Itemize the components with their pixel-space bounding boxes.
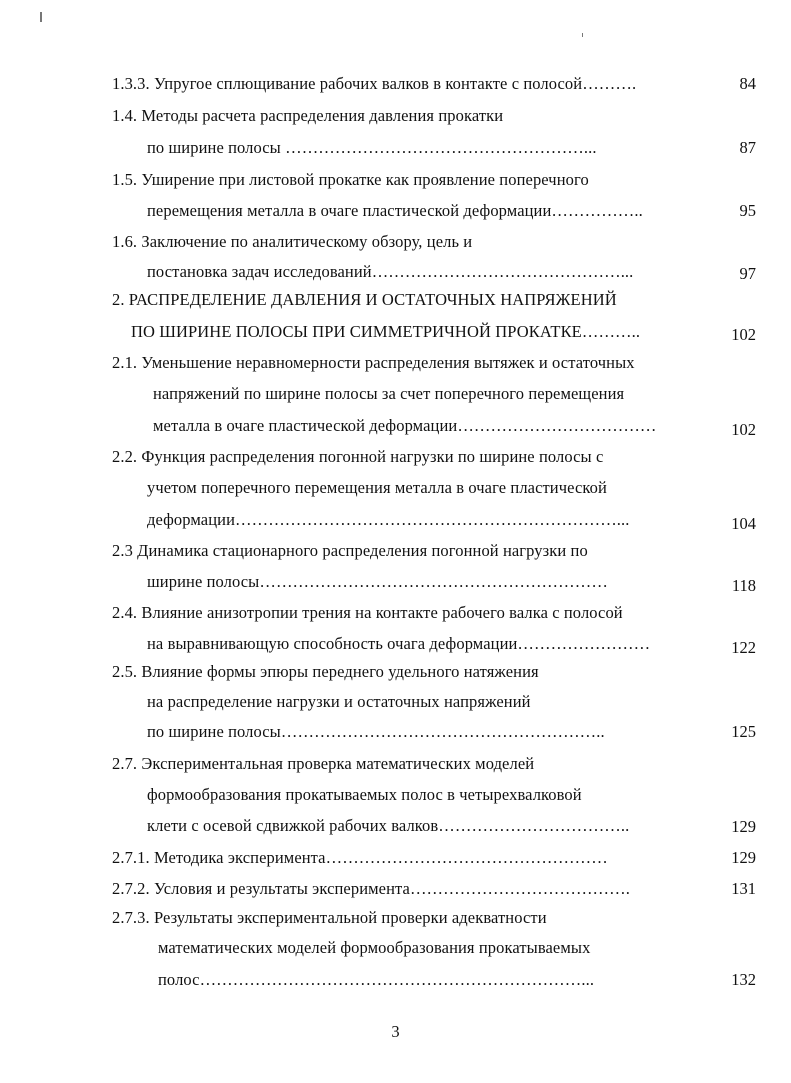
toc-entry-1-5-line1: 1.5. Уширение при листовой прокатке как проявление поперечного: [112, 170, 589, 189]
toc-entry-2-7-3-line3: полос……………………………………………………………...: [158, 970, 595, 989]
toc-page-1-3-3: 84: [739, 74, 756, 93]
scan-speck: [40, 12, 42, 22]
toc-entry-1-4-line2: по ширине полосы ………………………………………………...: [147, 138, 597, 157]
toc-entry-2-7-3-line1: 2.7.3. Результаты экспериментальной проверки адекватности: [112, 908, 547, 927]
toc-entry-2-2-line3: деформации……………………………………………………………...: [147, 510, 630, 529]
toc-entry-1-4-line1: 1.4. Методы расчета распределения давления прокатки: [112, 106, 504, 125]
toc-page-1-6: 97: [739, 264, 756, 283]
toc-entry-2-2-line1: 2.2. Функция распределения погонной нагрузки по ширине полосы с: [112, 447, 604, 466]
toc-entry-2-7-1: 2.7.1. Методика эксперимента……………………………………………: [112, 848, 608, 867]
page-number: 3: [391, 1022, 400, 1041]
toc-page-1-4: 87: [739, 138, 756, 157]
toc-entry-2-3-line2: ширине полосы………………………………………………………: [147, 572, 608, 591]
toc-entry-2-line2: ПО ШИРИНЕ ПОЛОСЫ ПРИ СИММЕТРИЧНОЙ ПРОКАТКЕ………..: [131, 322, 641, 341]
toc-entry-2-7-3-line2: математических моделей формообразования прокатываемых: [158, 938, 591, 957]
toc-page-1-5: 95: [739, 201, 756, 220]
toc-page-2-7: 129: [731, 817, 756, 836]
toc-entry-2-7-line1: 2.7. Экспериментальная проверка математических моделей: [112, 754, 535, 773]
toc-entry-2-5-line2: на распределение нагрузки и остаточных напряжений: [147, 692, 531, 711]
toc-entry-2-4-line2: на выравнивающую способность очага деформации……………………: [147, 634, 651, 653]
toc-page-2-7-3: 132: [731, 970, 756, 989]
toc-entry-1-6-line1: 1.6. Заключение по аналитическому обзору, цель и: [112, 232, 473, 251]
toc-page-2-4: 122: [731, 638, 756, 657]
toc-entry-2-5-line1: 2.5. Влияние формы эпюры переднего удельного натяжения: [112, 662, 539, 681]
toc-page-2-5: 125: [731, 722, 756, 741]
toc-page-2-1: 102: [731, 420, 756, 439]
toc-page-2: 102: [731, 325, 756, 344]
toc-entry-2-1-line1: 2.1. Уменьшение неравномерности распределения вытяжек и остаточных: [112, 353, 635, 372]
toc-entry-2-4-line1: 2.4. Влияние анизотропии трения на контакте рабочего валка с полосой: [112, 603, 623, 622]
toc-page-2-7-2: 131: [731, 879, 756, 898]
toc-entry-2-5-line3: по ширине полосы…………………………………………………..: [147, 722, 605, 741]
toc-entry-2-7-line3: клети с осевой сдвижкой рабочих валков……………………………..: [147, 816, 630, 835]
toc-page-2-2: 104: [731, 514, 756, 533]
toc-entry-2-2-line2: учетом поперечного перемещения металла в очаге пластической: [147, 478, 607, 497]
toc-page-2-3: 118: [731, 576, 756, 595]
toc-entry-2-1-line3: металла в очаге пластической деформации………………………………: [153, 416, 657, 435]
toc-entry-2-line1: 2. РАСПРЕДЕЛЕНИЕ ДАВЛЕНИЯ И ОСТАТОЧНЫХ НАПРЯЖЕНИЙ: [112, 290, 617, 309]
toc-entry-1-3-3: 1.3.3. Упругое сплющивание рабочих валков в контакте с полосой……….: [112, 74, 637, 93]
scan-speck: [582, 33, 583, 37]
toc-entry-2-7-2: 2.7.2. Условия и результаты эксперимента………………………………….: [112, 879, 630, 898]
toc-page-2-7-1: 129: [731, 848, 756, 867]
toc-entry-1-6-line2: постановка задач исследований………………………………………...: [147, 262, 634, 281]
toc-entry-2-7-line2: формообразования прокатываемых полос в четырехвалковой: [147, 785, 582, 804]
toc-entry-1-5-line2: перемещения металла в очаге пластической деформации……………..: [147, 201, 643, 220]
toc-entry-2-1-line2: напряжений по ширине полосы за счет поперечного перемещения: [153, 384, 625, 403]
toc-entry-2-3-line1: 2.3 Динамика стационарного распределения погонной нагрузки по: [112, 541, 588, 560]
